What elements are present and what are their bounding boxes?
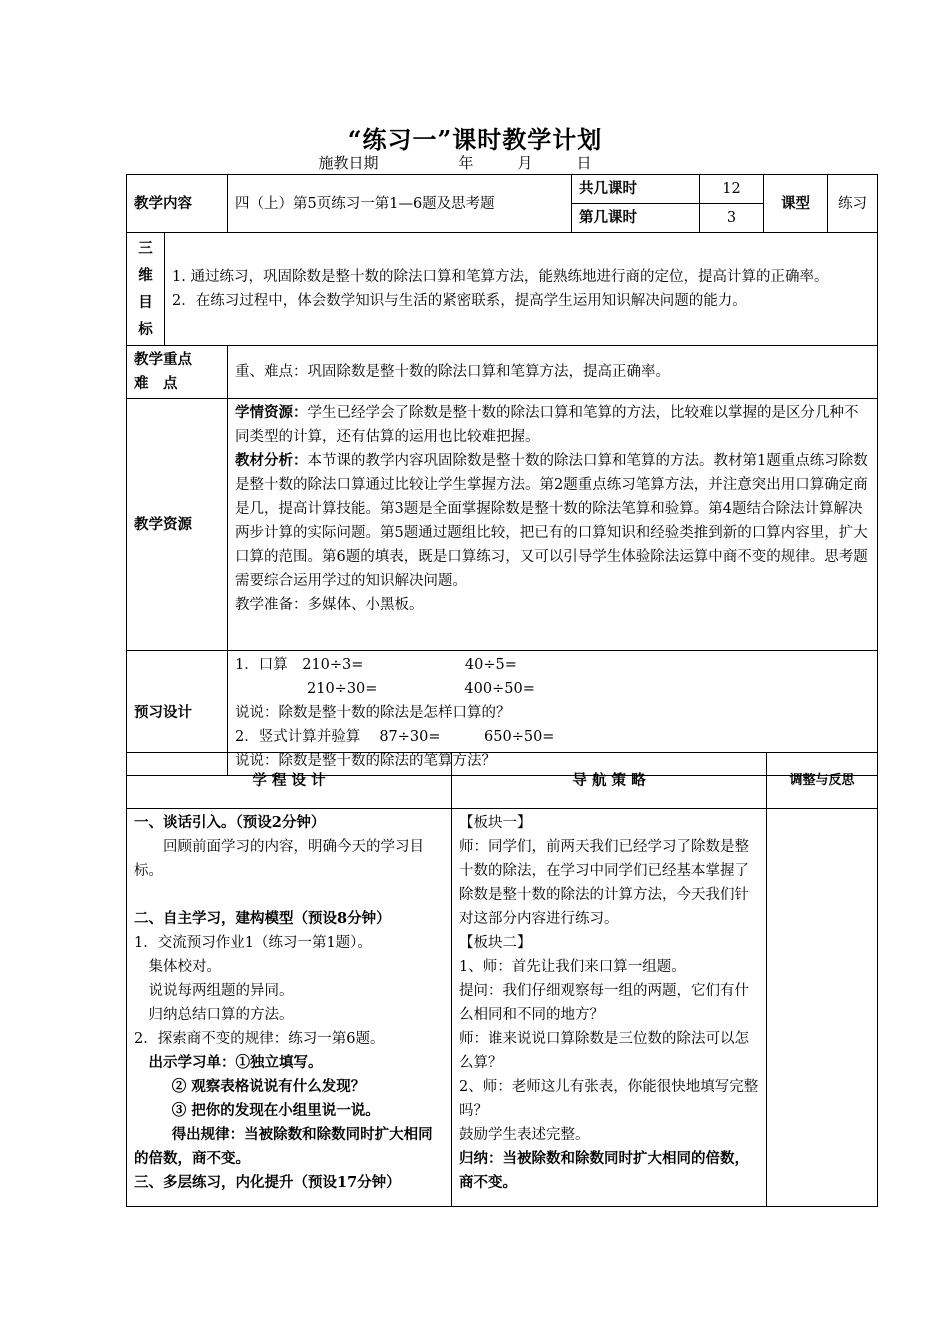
process-line: ② 观察表格说说有什么发现？ xyxy=(171,1078,366,1095)
resources-paragraph-2 xyxy=(235,449,870,593)
preview-line: 说说：除数是整十数的除法是怎样口算的？ xyxy=(235,705,511,721)
key-points-label-line1: 教学重点 xyxy=(134,351,192,368)
strategy-text: 师：谁来说说口算除数是三位数的除法可以怎么算？ xyxy=(459,1031,749,1071)
key-points-label-line2: 难 点 xyxy=(134,375,178,392)
strategy-text: 鼓励学生表述完整。 xyxy=(459,1127,590,1143)
resources-p1-heading: 学情资源： xyxy=(235,404,308,421)
lesson-type-value: 练习 xyxy=(828,175,878,233)
preview-line: 说说：除数是整十数的除法的笔算方法？ xyxy=(235,753,496,769)
process-line: 出示学习单：①独立填写。 xyxy=(148,1054,323,1071)
date-year: 年 xyxy=(458,154,474,172)
strategy-text: 提问：我们仔细观察每一组的两题，它们有什么相同和不同的地方？ xyxy=(459,983,749,1023)
date-label: 施教日期 xyxy=(318,154,379,172)
section-title: 一、谈话引入。（预设2分钟） xyxy=(134,814,326,831)
lesson-type-label: 课型 xyxy=(764,175,828,233)
key-points-label xyxy=(127,346,228,399)
resources-paragraph-1 xyxy=(235,401,870,449)
block-heading: 【板块二】 xyxy=(459,935,532,951)
preview-label: 预习设计 xyxy=(127,651,228,776)
goal-item-1: 1. 通过练习，巩固除数是整十数的除法口算和笔算方法，能熟练地进行商的定位，提高计算的正确率。 xyxy=(172,269,829,285)
date-day: 日 xyxy=(576,154,592,172)
process-col-header: 学 程 设 计 xyxy=(127,753,452,809)
process-line: 得出规律：当被除数和除数同时扩大相同的倍数，商不变。 xyxy=(134,1126,433,1167)
process-content xyxy=(127,809,452,1207)
content-label: 教学内容 xyxy=(127,175,228,233)
process-line: 2．探索商不变的规律：练习一第6题。 xyxy=(134,1031,385,1047)
total-lessons-value: 12 xyxy=(700,175,764,204)
preview-line: 210÷30= 400÷50= xyxy=(307,681,535,697)
goals-label-char: 三 xyxy=(138,240,153,257)
strategy-text: 归纳：当被除数和除数同时扩大相同的倍数，商不变。 xyxy=(459,1150,749,1191)
lesson-info-table xyxy=(126,174,878,776)
goals-content xyxy=(165,233,878,346)
reflection-content xyxy=(767,809,878,1207)
process-line: 集体校对。 xyxy=(148,959,221,975)
date-line xyxy=(0,152,950,173)
resources-p2-text: 本节课的教学内容巩固除数是整十数的除法口算和笔算的方法。教材第1题重点练习除数是整十数的除法口算通过比较让学生掌握方法。第2题重点练习笔算方法，并注意突出用口算确定商是几，提高计算技能。第3题是全面掌握除数是整十数的除法笔算和验算。第4题结合除法计算解决两步计算的实际问题。第5题通过题组比较，把已有的口算知识和经验类推到新的口算内容里，扩大口算的范围。第6题的填表，既是口算练习，又可以引导学生体验除法运算中商不变的规律。思考题需要综合运用学过的知识解决问题。 xyxy=(235,453,868,589)
content-value: 四（上）第5页练习一第1—6题及思考题 xyxy=(228,175,572,233)
resources-p1-text: 学生已经学会了除数是整十数的除法口算和笔算的方法，比较难以掌握的是区分几种不同类型的计算，还有估算的运用也比较难把握。 xyxy=(235,405,859,445)
goals-label-char: 标 xyxy=(138,321,153,338)
goal-item-2: 2．在练习过程中，体会数学知识与生活的紧密联系，提高学生运用知识解决问题的能力。 xyxy=(172,293,747,309)
strategy-content xyxy=(452,809,767,1207)
date-month: 月 xyxy=(517,154,533,172)
section-title: 三、多层练习，内化提升（预设17分钟） xyxy=(134,1174,401,1191)
reflection-col-header: 调整与反思 xyxy=(767,753,878,809)
preview-line: 1．口算 210÷3= 40÷5= xyxy=(235,657,517,673)
section-text: 回顾前面学习的内容，明确今天的学习目标。 xyxy=(134,839,424,879)
process-line: 1．交流预习作业1（练习一第1题）。 xyxy=(134,935,372,951)
nth-lesson-label: 第几课时 xyxy=(572,204,700,233)
total-lessons-label: 共几课时 xyxy=(572,175,700,204)
resources-paragraph-3: 教学准备：多媒体、小黑板。 xyxy=(235,597,424,613)
block-heading: 【板块一】 xyxy=(459,815,532,831)
section-title: 二、自主学习，建构模型（预设8分钟） xyxy=(134,910,391,927)
process-line: ③ 把你的发现在小组里说一说。 xyxy=(171,1102,380,1119)
resources-p2-heading: 教材分析： xyxy=(235,452,308,469)
process-table xyxy=(126,752,878,1207)
resources-content xyxy=(228,399,878,651)
process-line: 归纳总结口算的方法。 xyxy=(148,1007,294,1023)
preview-line: 2．竖式计算并验算 87÷30= 650÷50= xyxy=(235,729,555,745)
strategy-text: 师：同学们，前两天我们已经学习了除数是整十数的除法，在学习中同学们已经基本掌握了除数是整十数的除法的计算方法，今天我们针对这部分内容进行练习。 xyxy=(459,839,749,927)
goals-label-char: 目 xyxy=(138,294,153,311)
strategy-col-header: 导 航 策 略 xyxy=(452,753,767,809)
nth-lesson-value: 3 xyxy=(700,204,764,233)
strategy-text: 1、师：首先让我们来口算一组题。 xyxy=(459,959,686,975)
goals-label-char: 维 xyxy=(138,267,153,284)
key-points-value: 重、难点：巩固除数是整十数的除法口算和笔算方法，提高正确率。 xyxy=(228,346,878,399)
resources-label: 教学资源 xyxy=(127,399,228,651)
strategy-text: 2、师：老师这儿有张表，你能很快地填写完整吗？ xyxy=(459,1079,759,1119)
process-line: 说说每两组题的异同。 xyxy=(148,983,294,999)
goals-label xyxy=(127,233,165,346)
page-title: “练习一”课时教学计划 xyxy=(347,125,603,154)
